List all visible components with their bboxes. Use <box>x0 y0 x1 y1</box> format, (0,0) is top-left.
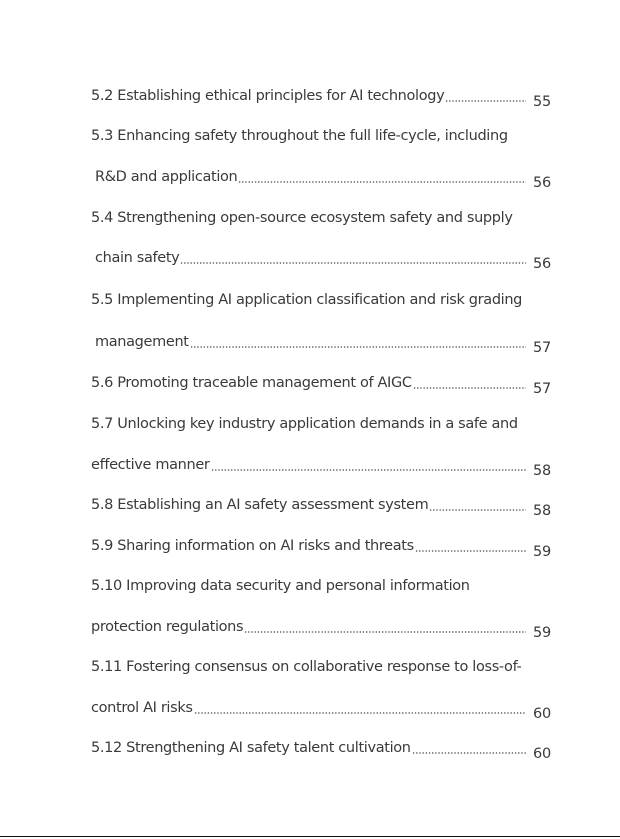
toc-entry-title: 5.5 Implementing AI application classification and risk grading <box>91 292 523 308</box>
dot-leader <box>194 711 526 715</box>
toc-entry-title: 5.10 Improving data security and personal information <box>91 578 470 594</box>
toc-entry-5-4-line-1[interactable] <box>91 206 551 228</box>
toc-entry-5-9[interactable] <box>91 534 551 560</box>
toc-entry-5-12[interactable] <box>91 736 551 762</box>
dot-leader <box>412 751 526 755</box>
toc-entry-title: 5.7 Unlocking key industry application demands in a safe and <box>91 416 518 432</box>
dot-leader <box>244 630 526 634</box>
toc-entry-5-7-line-1[interactable] <box>91 412 551 434</box>
dot-leader <box>238 180 526 184</box>
toc-entry-title: 5.9 Sharing information on AI risks and threats <box>91 538 414 554</box>
toc-entry-5-10-line-2[interactable] <box>91 615 551 641</box>
bottom-rule <box>0 836 620 837</box>
dot-leader <box>445 99 526 103</box>
toc-page-number: 56 <box>532 256 551 272</box>
toc-entry-5-11-line-2[interactable] <box>91 696 551 722</box>
dot-leader <box>190 345 526 349</box>
toc-entry-title-continuation: protection regulations <box>91 619 244 635</box>
toc-page-number: 57 <box>532 381 551 397</box>
toc-page-number: 56 <box>532 175 551 191</box>
toc-entry-title-continuation: management <box>95 334 189 350</box>
toc-entry-5-3-line-1[interactable] <box>91 124 551 146</box>
toc-entry-title: 5.12 Strengthening AI safety talent cultivation <box>91 740 411 756</box>
toc-entry-title-continuation: effective manner <box>91 457 210 473</box>
dot-leader <box>413 386 526 390</box>
toc-entry-5-8[interactable] <box>91 493 551 519</box>
toc-entry-title: 5.11 Fostering consensus on collaborative response to loss-of- <box>91 659 522 675</box>
dot-leader <box>415 549 526 553</box>
toc-entry-5-4-line-2[interactable] <box>95 246 551 272</box>
toc-entry-5-3-line-2[interactable] <box>95 165 551 191</box>
toc-page-number: 59 <box>532 625 551 641</box>
toc-entry-title-continuation: R&D and application <box>95 169 238 185</box>
toc-entry-5-2[interactable] <box>91 84 551 110</box>
toc-entry-title: 5.8 Establishing an AI safety assessment system <box>91 497 429 513</box>
toc-entry-title: 5.2 Establishing ethical principles for AI technology <box>91 88 445 104</box>
toc-entry-title: 5.3 Enhancing safety throughout the full life-cycle, including <box>91 128 508 144</box>
toc-entry-5-5-line-2[interactable] <box>95 330 551 356</box>
dot-leader <box>429 508 526 512</box>
dot-leader <box>211 468 526 472</box>
toc-page-number: 60 <box>532 706 551 722</box>
toc-entry-title-continuation: chain safety <box>95 250 180 266</box>
toc-entry-5-5-line-1[interactable] <box>91 288 551 310</box>
toc-entry-5-11-line-1[interactable] <box>91 655 551 677</box>
toc-entry-5-10-line-1[interactable] <box>91 574 551 596</box>
dot-leader <box>180 261 526 265</box>
toc-page-number: 59 <box>532 544 551 560</box>
toc-page-number: 57 <box>532 340 551 356</box>
toc-entry-title: 5.6 Promoting traceable management of AIGC <box>91 375 412 391</box>
toc-entry-title-continuation: control AI risks <box>91 700 193 716</box>
toc-page-number: 58 <box>532 463 551 479</box>
toc-entry-title: 5.4 Strengthening open-source ecosystem safety and supply <box>91 210 513 226</box>
toc-page-number: 55 <box>532 94 551 110</box>
toc-entry-5-7-line-2[interactable] <box>91 453 551 479</box>
toc-entry-5-6[interactable] <box>91 371 551 397</box>
toc-page-number: 60 <box>532 746 551 762</box>
toc-page-number: 58 <box>532 503 551 519</box>
